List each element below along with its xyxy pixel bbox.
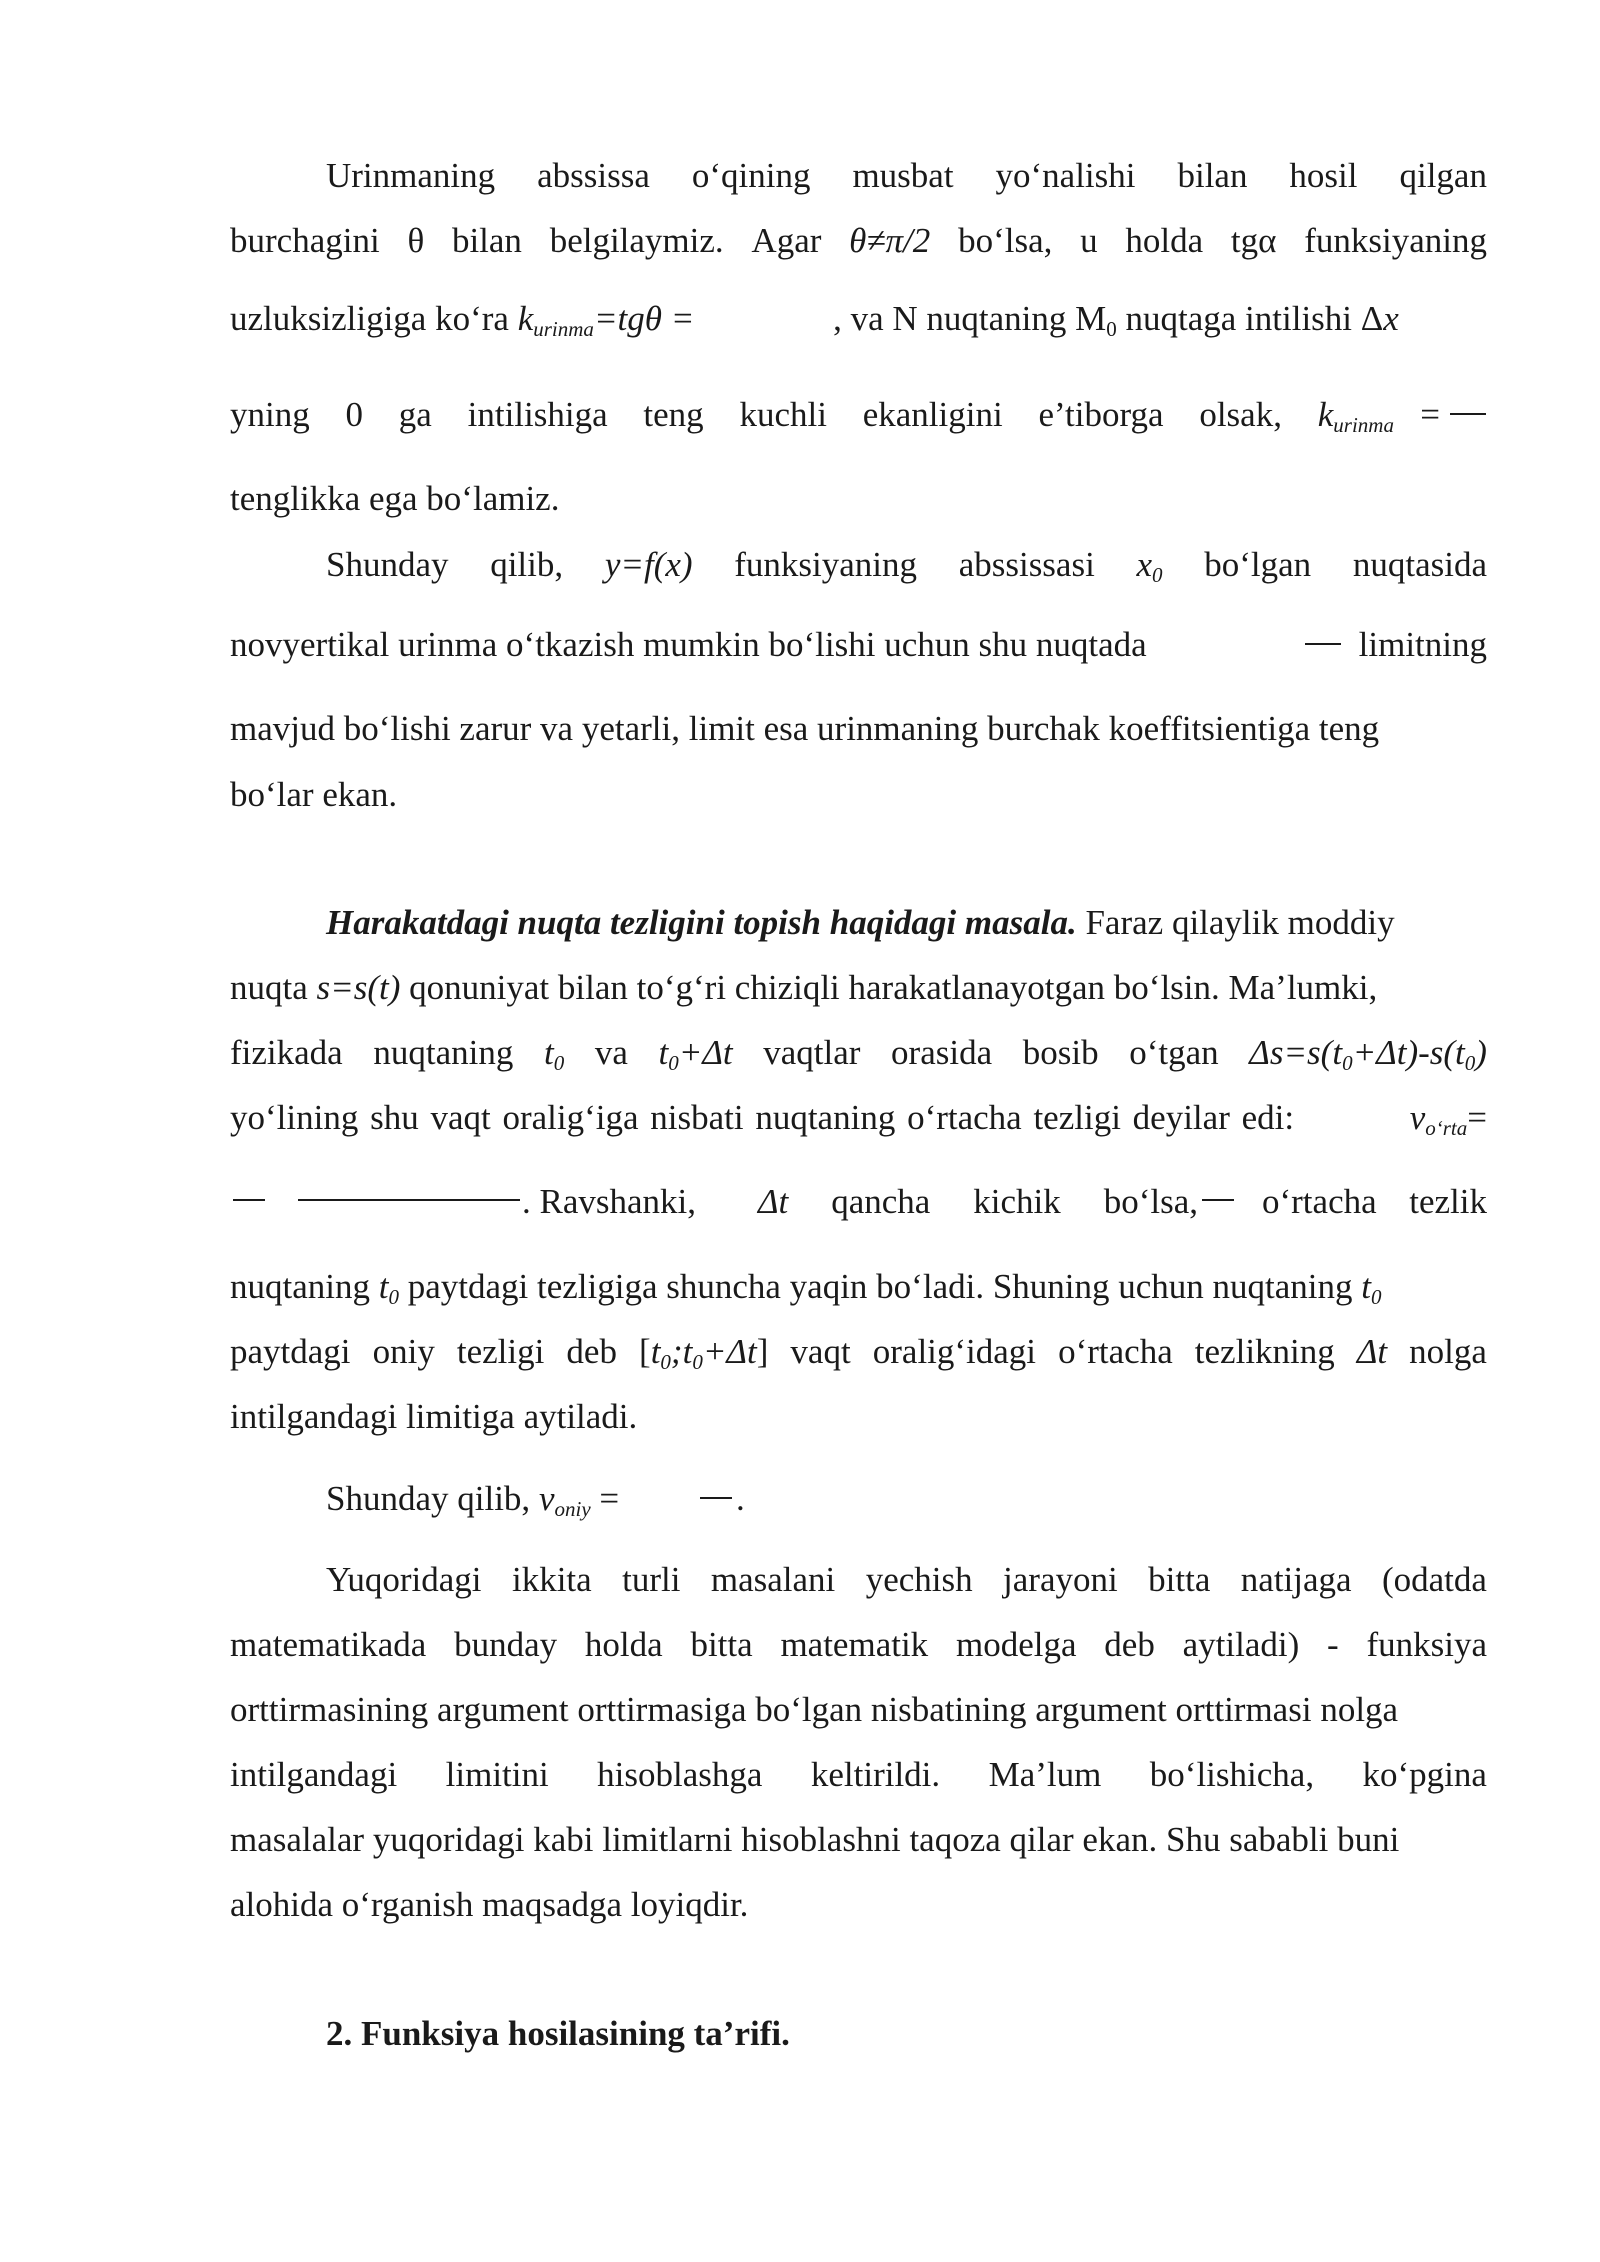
word: bilan (451, 221, 522, 260)
word: kichik (973, 1182, 1061, 1221)
p2-line-2-tail (1355, 627, 1487, 662)
word: deb (566, 1332, 617, 1371)
word: e’tiborga (1038, 395, 1164, 434)
p3-line-6 (230, 1267, 1487, 1309)
p3-line-8 (230, 1399, 1487, 1434)
x0-symbol: $x_0$ (1136, 545, 1163, 587)
v-average: $v_{o‘rta}=$ (1409, 1098, 1487, 1140)
text: , va N nuqtaning M (833, 299, 1107, 338)
p5-line-5 (230, 1822, 1487, 1857)
word: vaqtlar (763, 1033, 861, 1072)
word: tezligi (456, 1332, 545, 1371)
t0-symbol: $t_0$ (1361, 1267, 1382, 1309)
word: matematikada (230, 1625, 427, 1664)
word: nuqtaning (373, 1033, 514, 1072)
word: limitning (1358, 625, 1487, 664)
word: tezlikning (1194, 1332, 1335, 1371)
theta-symbol: θ (407, 221, 425, 260)
text: nuqta (230, 968, 317, 1007)
word: nolga (1409, 1332, 1487, 1371)
p2-line-4 (230, 777, 1487, 812)
tg-alpha: tgα (1230, 221, 1277, 260)
p1-line-5 (230, 481, 1487, 516)
equals: = (590, 1479, 620, 1518)
word: turli (622, 1560, 681, 1599)
p1-line-1 (326, 158, 1487, 193)
word: belgilaymiz. (549, 221, 724, 260)
word: kuchli (739, 395, 827, 434)
text: uzluksizligiga ko‘ra (230, 299, 509, 338)
word: - (1327, 1625, 1339, 1664)
v-instant: $v_{oniy}$ (538, 1479, 591, 1521)
text: Faraz qilaylik moddiy (1076, 903, 1395, 942)
p5-line-3 (230, 1692, 1487, 1727)
p3-line-5-c (1262, 1184, 1487, 1219)
word: bo‘lsa, (1103, 1182, 1198, 1221)
p5-line-2 (230, 1627, 1487, 1662)
word: ekanligini (862, 395, 1003, 434)
word: qilgan (1399, 156, 1487, 195)
interval: $[t_0;t_0+\Delta t]$ (639, 1332, 769, 1374)
p3-line-1 (326, 905, 1487, 940)
word: tezlik (1409, 1182, 1487, 1221)
word: musbat (852, 156, 954, 195)
word: Ma’lum (988, 1755, 1102, 1794)
text: orttirmasining argument orttirmasiga bo‘lgan nisbatining argument orttirmasi nolga (230, 1690, 1399, 1729)
word: yo‘nalishi (995, 156, 1136, 195)
word: ko‘pgina (1362, 1755, 1487, 1794)
word: u (1080, 221, 1098, 260)
word: bunday (454, 1625, 558, 1664)
period: . (736, 1479, 745, 1518)
word: Yuqoridagi (326, 1560, 482, 1599)
word: keltirildi. (810, 1755, 941, 1794)
text: Shunday qilib, (326, 1479, 539, 1518)
word: jarayoni (1003, 1560, 1118, 1599)
text: nuqtaning (230, 1267, 379, 1306)
p4-dot (736, 1481, 766, 1516)
word: oralig‘idagi (872, 1332, 1037, 1371)
t0-symbol: $t_0$ (378, 1267, 399, 1309)
p5-line-1 (326, 1562, 1487, 1597)
word: Agar (751, 221, 822, 260)
word: teng (643, 395, 704, 434)
p3-line-4 (230, 1098, 1487, 1140)
p1-line-2 (230, 223, 1487, 258)
text: bo‘lar ekan. (230, 775, 398, 814)
text: masalalar yuqoridagi kabi limitlarni hisoblashni taqoza qilar ekan. Shu sababli buni (230, 1820, 1400, 1859)
word: o‘qining (691, 156, 811, 195)
p4-line (326, 1479, 1487, 1521)
subscript: 0 (1106, 317, 1117, 341)
word: burchagini (230, 221, 380, 260)
word: (odatda (1381, 1560, 1487, 1599)
problem-title: Harakatdagi nuqta tezligini topish haqidagi masala. (326, 903, 1077, 942)
fraction-bar (1450, 413, 1486, 415)
word: ikkita (511, 1560, 592, 1599)
p5-line-4 (230, 1757, 1487, 1792)
fraction-bar (1305, 643, 1341, 645)
word: nuqtasida (1352, 545, 1487, 584)
condition-formula: θ≠π/2 (849, 221, 931, 260)
text: paytdagi tezligiga shuncha yaqin bo‘ladi. Shuning uchun nuqtaning (398, 1267, 1362, 1306)
t0-symbol: $t_0$ (543, 1033, 565, 1075)
word: bo‘lsa, (958, 221, 1053, 260)
p3-line-5-b (758, 1184, 1198, 1219)
text: . Ravshanki, (522, 1182, 697, 1221)
word: bo‘lgan (1204, 545, 1312, 584)
delta-s-formula: $\Delta s=s(t_0+\Delta t)-s(t_0)$ (1249, 1033, 1487, 1075)
word: orasida (891, 1033, 993, 1072)
word: hisoblashga (597, 1755, 763, 1794)
k-urinma: $k_{urinma}$ (517, 299, 594, 341)
delta-symbol: Δ (1360, 299, 1384, 338)
function-formula: y=f(x) (604, 545, 693, 584)
fraction-bar (233, 1199, 265, 1201)
word: aytiladi) (1182, 1625, 1300, 1664)
word: deb (1104, 1625, 1155, 1664)
p3-line-7 (230, 1332, 1487, 1374)
section-title: 2. Funksiya hosilasining ta’rifi. (326, 2014, 790, 2053)
word: holda (584, 1625, 663, 1664)
text: alohida o‘rganish maqsadga loyiqdir. (230, 1885, 749, 1924)
word: funksiyaning (734, 545, 917, 584)
motion-law: s=s(t) (316, 968, 401, 1007)
word: funksiyaning (1304, 221, 1487, 260)
delta-t: Δt (758, 1182, 789, 1221)
text: yo‘lining shu vaqt oralig‘iga nisbati nuqtaning o‘rtacha tezligi deyilar edi: (230, 1098, 1295, 1137)
word: bosib (1022, 1033, 1099, 1072)
fraction-bar-long (298, 1199, 520, 1201)
word: yning (230, 395, 310, 434)
word: o‘rtacha (1058, 1332, 1173, 1371)
text: nuqtaga intilishi (1116, 299, 1361, 338)
word: masalani (710, 1560, 836, 1599)
word: vaqt (790, 1332, 851, 1371)
word: qilib, (490, 545, 564, 584)
word: intilishiga (467, 395, 608, 434)
word: Shunday (326, 545, 449, 584)
word: Urinmaning (326, 156, 496, 195)
word: funksiya (1366, 1625, 1487, 1664)
word: oniy (372, 1332, 435, 1371)
word: yechish (865, 1560, 973, 1599)
p3-line-2 (230, 970, 1487, 1005)
p1-line-4 (230, 395, 1440, 437)
word: holda (1125, 221, 1204, 260)
section-heading (326, 2016, 1487, 2051)
p1-line-3 (230, 299, 1487, 341)
word: bilan (1177, 156, 1248, 195)
word: bo‘lishicha, (1149, 1755, 1315, 1794)
p2-line-3 (230, 711, 1487, 746)
t0-plus-dt: $t_0+\Delta t$ (658, 1033, 733, 1075)
p2-line-2 (230, 627, 1487, 662)
var-x: x (1383, 299, 1399, 338)
text: qonuniyat bilan to‘g‘ri chiziqli harakatlanayotgan bo‘lsin. Ma’lumki, (400, 968, 1378, 1007)
fraction-bar (700, 1497, 732, 1499)
word: olsak, (1199, 395, 1282, 434)
word: qancha (831, 1182, 931, 1221)
word: limitini (445, 1755, 549, 1794)
p5-line-6 (230, 1887, 1487, 1922)
word: abssissa (537, 156, 650, 195)
word: hosil (1289, 156, 1358, 195)
word: bitta (690, 1625, 753, 1664)
word: bitta (1148, 1560, 1211, 1599)
text: intilgandagi limitiga aytiladi. (230, 1397, 638, 1436)
p3-line-3 (230, 1033, 1487, 1075)
word: modelga (955, 1625, 1077, 1664)
text: tenglikka ega bo‘lamiz. (230, 479, 560, 518)
word: 0 (345, 395, 364, 434)
word: matematik (780, 1625, 929, 1664)
word: ga (398, 395, 432, 434)
tg-theta-eq: =tgθ = (593, 299, 695, 338)
text: novyertikal urinma o‘tkazish mumkin bo‘lishi uchun shu nuqtada (230, 625, 1147, 664)
word: abssissasi (958, 545, 1095, 584)
delta-t: Δt (1356, 1332, 1388, 1371)
p2-line-1 (326, 545, 1487, 587)
k-urinma: $k_{urinma}$ = (1317, 395, 1440, 437)
text: mavjud bo‘lishi zarur va yetarli, limit esa urinmaning burchak koeffitsientiga teng (230, 709, 1380, 748)
word: intilgandagi (230, 1755, 398, 1794)
word: fizikada (230, 1033, 343, 1072)
word: o‘tgan (1129, 1033, 1219, 1072)
word: paytdagi (230, 1332, 351, 1371)
word: o‘rtacha (1262, 1182, 1377, 1221)
word: natijaga (1240, 1560, 1352, 1599)
word: va (594, 1033, 628, 1072)
